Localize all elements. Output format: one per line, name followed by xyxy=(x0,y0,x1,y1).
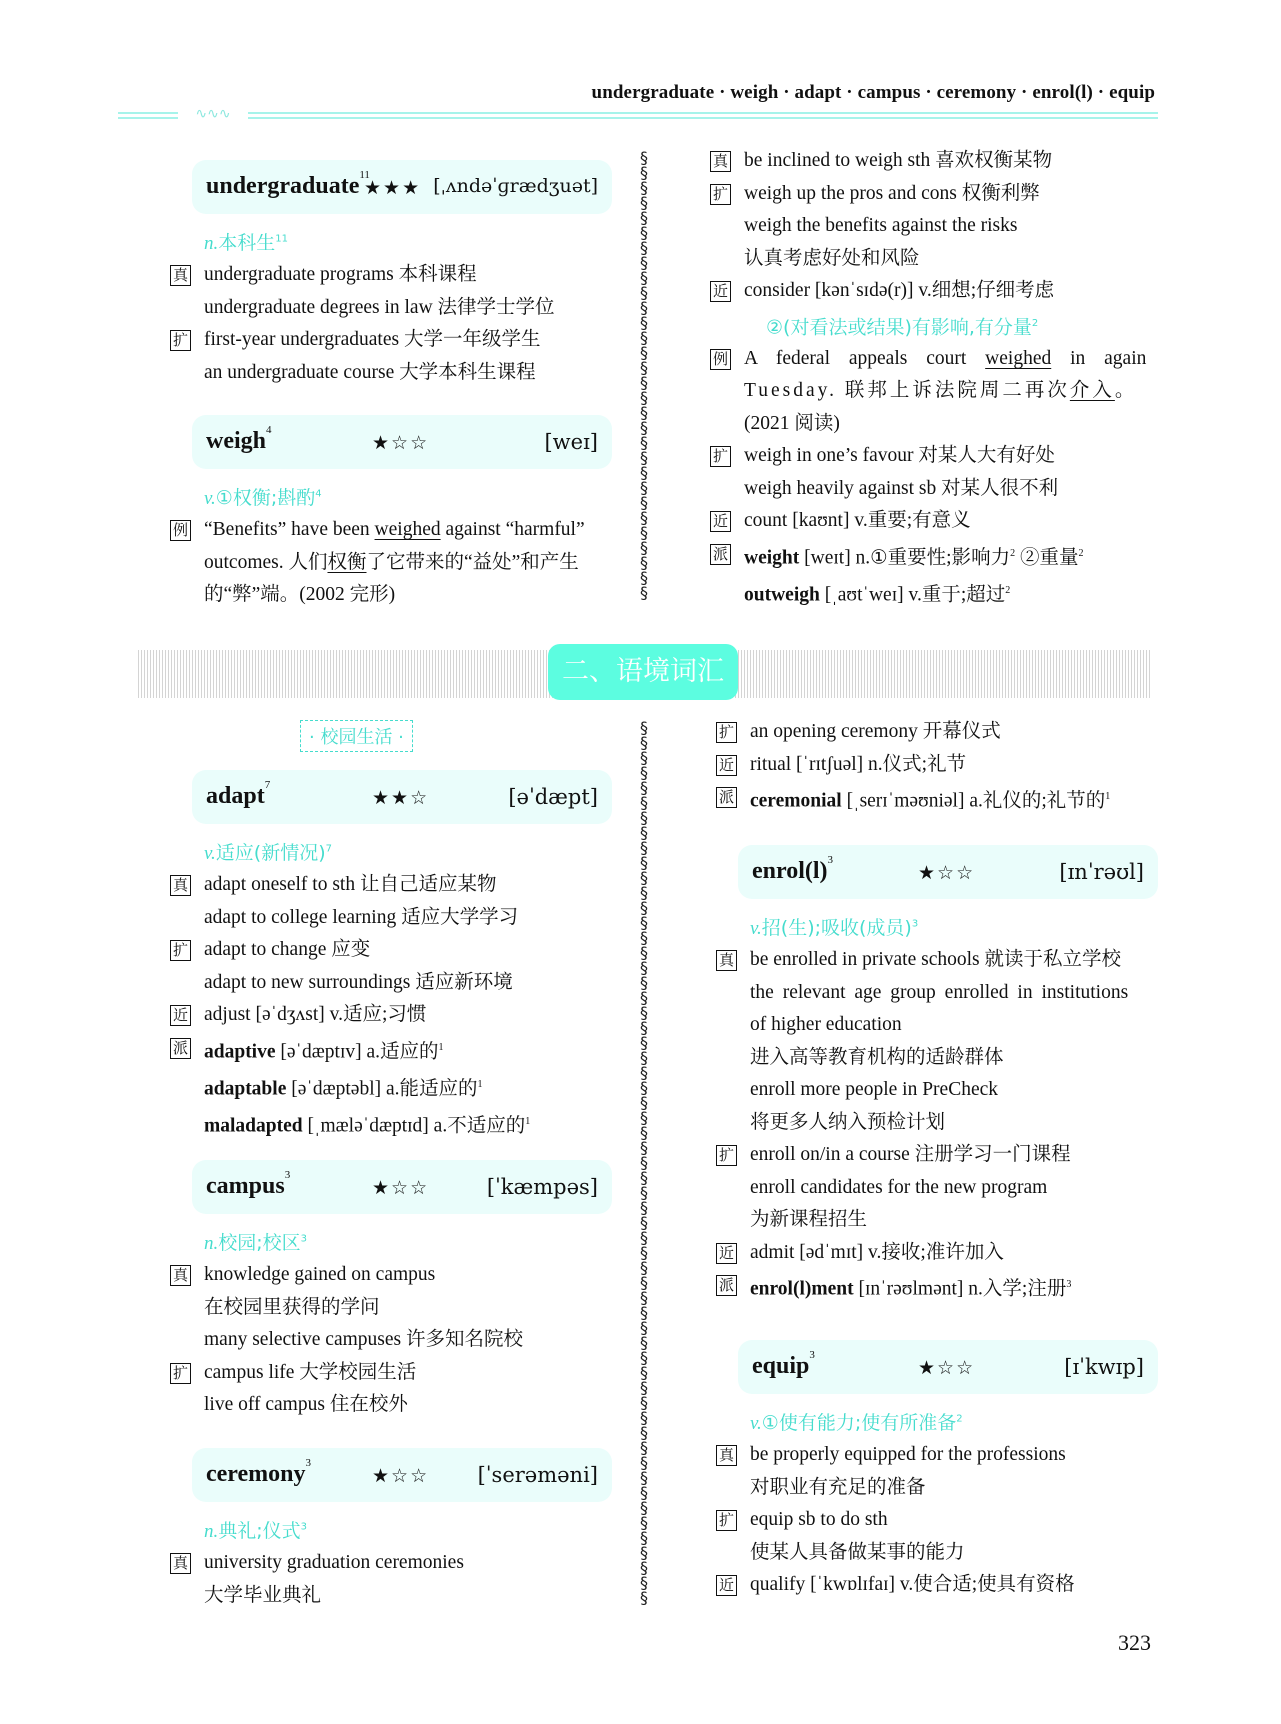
headword-box xyxy=(738,845,1158,899)
kuo-tag-icon: 扩 xyxy=(716,1145,737,1166)
entry-enrol xyxy=(716,845,1172,1306)
kuo-tag-icon: 扩 xyxy=(710,446,731,467)
phonetic: [ˈserəməni] xyxy=(477,1463,598,1487)
headword: adapt$^7$ xyxy=(206,779,271,809)
example-line: 在校园里获得的学问 xyxy=(204,1296,380,1318)
derivative-line: maladapted [ˌmæləˈdæptɪd] a.不适应的$^1$ xyxy=(204,1115,531,1136)
example-line: 扩 adapt to change 应变 xyxy=(170,934,620,967)
star-rating-icon: ★☆☆ xyxy=(918,863,976,884)
sense: n.校园;校区$^3$ xyxy=(204,1232,308,1254)
entry-weigh xyxy=(170,415,620,612)
star-rating-icon: ★☆☆ xyxy=(372,1178,430,1199)
header-rule xyxy=(118,107,1158,122)
example-line: Tuesday. 联邦上诉法院周二再次介入。 xyxy=(744,380,1138,402)
sense: v.适应(新情况)$^7$ xyxy=(204,842,332,864)
section-title: 二、语境词汇 xyxy=(548,644,738,700)
example-line: enroll candidates for the new program xyxy=(750,1176,1048,1198)
headword: weigh$^4$ xyxy=(206,424,272,454)
example-line: 近 qualify [ˈkwɒlɪfaɪ] v.使合适;使具有资格 xyxy=(716,1569,1172,1602)
entry-undergraduate xyxy=(170,160,620,389)
derivative-line: adaptable [əˈdæptəbl] a.能适应的$^1$ xyxy=(204,1078,483,1099)
wave-ornament-icon: ∿∿∿ xyxy=(178,108,248,122)
headword-box xyxy=(192,1160,612,1214)
example-line: 认真考虑好处和风险 xyxy=(744,247,920,269)
example-line: 例 A federal appeals court weighed in again xyxy=(710,343,1166,376)
example-line: live off campus 住在校外 xyxy=(204,1394,408,1415)
example-line: 近 adjust [əˈdʒʌst] v.适应;习惯 xyxy=(170,999,620,1032)
phonetic: [weɪ] xyxy=(544,430,598,454)
phonetic: [əˈdæpt] xyxy=(508,785,598,809)
example-line: weigh the benefits against the risks xyxy=(744,215,1018,236)
kuo-tag-icon: 扩 xyxy=(710,184,731,205)
kuo-tag-icon: 扩 xyxy=(170,1363,191,1384)
entry-weigh-continued xyxy=(710,145,1166,612)
example-line: outcomes. 人们权衡了它带来的“益处”和产生 xyxy=(204,551,579,573)
headword-box xyxy=(192,415,612,469)
jin-tag-icon: 近 xyxy=(170,1005,191,1026)
star-rating-icon: ★★★ xyxy=(364,178,422,199)
headword: equip$^3$ xyxy=(752,1349,815,1379)
jin-tag-icon: 近 xyxy=(710,511,731,532)
example-line: 扩 weigh in one’s favour 对某人大有好处 xyxy=(710,440,1166,473)
pai-tag-icon: 派 xyxy=(710,544,731,565)
example-line: enroll more people in PreCheck xyxy=(750,1079,999,1100)
star-rating-icon: ★★☆ xyxy=(372,788,430,809)
example-line: 大学毕业典礼 xyxy=(204,1584,322,1606)
example-line: 扩 campus life 大学校园生活 xyxy=(170,1357,620,1390)
star-rating-icon: ★☆☆ xyxy=(372,1466,430,1487)
jin-tag-icon: 近 xyxy=(710,281,731,302)
zhen-tag-icon: 真 xyxy=(170,265,191,286)
zhen-tag-icon: 真 xyxy=(716,1445,737,1466)
entry-ceremony-continued xyxy=(716,716,1172,818)
column-divider: § § § § § § § § § § § § § § § § § § § § § § § § § § § § § § xyxy=(640,150,648,602)
example-line: 例 “Benefits” have been weighed against “harmful” xyxy=(170,514,620,547)
page-number: 323 xyxy=(1118,1630,1151,1655)
headword-box xyxy=(192,770,612,824)
example-line: (2021 阅读) xyxy=(744,412,840,434)
example-line: adapt to college learning 适应大学学习 xyxy=(204,906,519,928)
kuo-tag-icon: 扩 xyxy=(170,940,191,961)
example-line: of higher education xyxy=(750,1014,902,1035)
example-line: 使某人具备做某事的能力 xyxy=(750,1541,965,1563)
pai-tag-icon: 派 xyxy=(716,787,737,808)
example-line: 真 be inclined to weigh sth 喜欢权衡某物 xyxy=(710,145,1166,178)
zhen-tag-icon: 真 xyxy=(170,1553,191,1574)
kuo-tag-icon: 扩 xyxy=(170,330,191,351)
entry-adapt xyxy=(170,770,620,1143)
derivative-line: 派 weight [weɪt] n.①重要性;影响力$^2$ ②重量$^2$ xyxy=(710,538,1166,575)
zhen-tag-icon: 真 xyxy=(170,875,191,896)
derivative-line: 派 adaptive [əˈdæptɪv] a.适应的$^1$ xyxy=(170,1032,620,1069)
example-line: undergraduate degrees in law 法律学士学位 xyxy=(204,296,555,318)
example-line: 近 ritual [ˈrɪtʃuəl] n.仪式;礼节 xyxy=(716,749,1172,782)
example-line: an undergraduate course 大学本科生课程 xyxy=(204,361,536,383)
example-line: 真 university graduation ceremonies xyxy=(170,1547,620,1580)
example-line: weigh heavily against sb 对某人很不利 xyxy=(744,477,1059,499)
li-tag-icon: 例 xyxy=(170,520,191,541)
zhen-tag-icon: 真 xyxy=(716,950,737,971)
kuo-tag-icon: 扩 xyxy=(716,1510,737,1531)
example-line: the relevant age group enrolled in institutions xyxy=(750,981,1129,1003)
example-line: 真 be enrolled in private schools 就读于私立学校 xyxy=(716,944,1172,977)
example-line: 扩 equip sb to do sth xyxy=(716,1504,1172,1537)
example-line: 真 adapt oneself to sth 让自己适应某物 xyxy=(170,869,620,902)
star-rating-icon: ★☆☆ xyxy=(372,433,430,454)
sense: v.招(生);吸收(成员)$^3$ xyxy=(750,917,919,939)
derivative-line: outweigh [ˌaʊtˈweɪ] v.重于;超过$^2$ xyxy=(744,584,1011,606)
running-head: undergraduate · weigh · adapt · campus · ceremony · enrol(l) · equip xyxy=(591,82,1155,103)
example-line: 的“弊”端。(2002 完形) xyxy=(204,584,396,605)
jin-tag-icon: 近 xyxy=(716,1243,737,1264)
kuo-tag-icon: 扩 xyxy=(716,722,737,743)
example-line: adapt to new surroundings 适应新环境 xyxy=(204,971,513,993)
zhen-tag-icon: 真 xyxy=(710,151,731,172)
example-line: 真 undergraduate programs 本科课程 xyxy=(170,259,620,292)
headword: campus$^3$ xyxy=(206,1169,291,1199)
phonetic: [ɪnˈrəʊl] xyxy=(1059,860,1144,884)
example-line: 真 knowledge gained on campus xyxy=(170,1259,620,1292)
example-line: 对职业有充足的准备 xyxy=(750,1476,926,1498)
star-rating-icon: ★☆☆ xyxy=(918,1358,976,1379)
example-line: 近 admit [ədˈmɪt] v.接收;准许加入 xyxy=(716,1237,1172,1270)
derivative-line: 派 ceremonial [ˌserɪˈməʊniəl] a.礼仪的;礼节的$^1$ xyxy=(716,781,1172,818)
example-line: 近 count [kaʊnt] v.重要;有意义 xyxy=(710,505,1166,538)
column-divider: § § § § § § § § § § § § § § § § § § § § § § § § § § § § § § § § § § § § § § § § § § § § § § § § § § § § § § § § § § § xyxy=(640,720,648,1607)
headword-box xyxy=(192,160,612,214)
pai-tag-icon: 派 xyxy=(170,1038,191,1059)
phonetic: [ˈkæmpəs] xyxy=(486,1175,598,1199)
jin-tag-icon: 近 xyxy=(716,1575,737,1596)
example-line: 扩 enroll on/in a course 注册学习一门课程 xyxy=(716,1139,1172,1172)
sense: ②(对看法或结果)有影响,有分量$^2$ xyxy=(766,315,1039,338)
sense: v.①权衡;斟酌$^4$ xyxy=(204,487,322,509)
headword: ceremony$^3$ xyxy=(206,1457,312,1487)
example-line: 将更多人纳入预检计划 xyxy=(750,1111,946,1133)
entry-equip xyxy=(716,1340,1172,1602)
phonetic: [ɪˈkwɪp] xyxy=(1064,1355,1144,1379)
jin-tag-icon: 近 xyxy=(716,755,737,776)
example-line: 为新课程招生 xyxy=(750,1209,868,1230)
li-tag-icon: 例 xyxy=(710,349,731,370)
headword-box xyxy=(738,1340,1158,1394)
headword-box xyxy=(192,1448,612,1502)
sense: v.①使有能力;使有所准备$^2$ xyxy=(750,1412,963,1434)
pai-tag-icon: 派 xyxy=(716,1275,737,1296)
example-line: 真 be properly equipped for the professions xyxy=(716,1439,1172,1472)
example-line: 扩 an opening ceremony 开幕仪式 xyxy=(716,716,1172,749)
sense: n.本科生$^{11}$ xyxy=(204,232,288,254)
example-line: 扩 weigh up the pros and cons 权衡利弊 xyxy=(710,178,1166,211)
sense: n.典礼;仪式$^3$ xyxy=(204,1520,308,1542)
phonetic: [ˌʌndəˈɡrædʒuət] xyxy=(433,175,598,197)
example-line: 近 consider [kənˈsɪdə(r)] v.细想;仔细考虑 xyxy=(710,275,1166,308)
headword: $enrol(l)^3$ xyxy=(752,854,834,884)
derivative-line: 派 enrol(l)ment [ɪnˈrəʊlmənt] n.入学;注册$^3$ xyxy=(716,1269,1172,1306)
headword: undergraduate$^{11}$ xyxy=(206,169,370,199)
zhen-tag-icon: 真 xyxy=(170,1265,191,1286)
entry-campus xyxy=(170,1160,620,1422)
entry-ceremony xyxy=(170,1448,620,1612)
example-line: many selective campuses 许多知名院校 xyxy=(204,1329,523,1350)
example-line: 扩 first-year undergraduates 大学一年级学生 xyxy=(170,324,620,357)
subsection-label: · 校园生活 · xyxy=(300,720,413,752)
example-line: 进入高等教育机构的适龄群体 xyxy=(750,1046,1004,1068)
